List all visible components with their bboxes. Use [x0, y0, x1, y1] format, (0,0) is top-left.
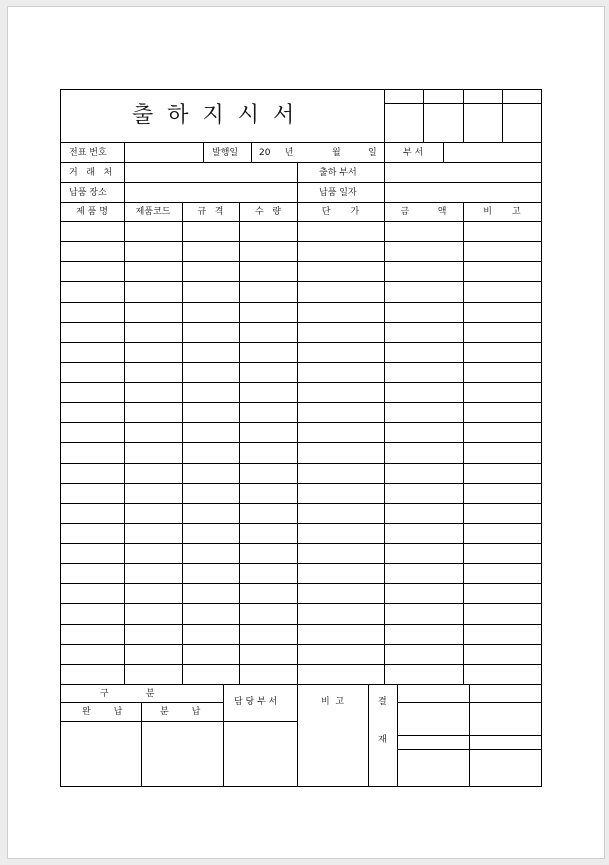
header-divider [443, 142, 444, 162]
table-row-line [60, 281, 542, 282]
table-row-line [60, 624, 542, 625]
approval-label-2: 재 [378, 735, 387, 745]
table-row-line [60, 422, 542, 423]
footer-line [397, 735, 542, 736]
table-row-line [60, 463, 542, 464]
client-label: 거 래 처 [69, 168, 113, 178]
footer-line [60, 721, 297, 722]
header-line [60, 221, 542, 222]
full-delivery-label: 완 납 [82, 707, 123, 717]
issue-date-label: 발행일 [212, 148, 239, 158]
approval-label-1: 결 [378, 697, 387, 707]
table-row-line [60, 503, 542, 504]
header-line [60, 182, 542, 183]
table-row-line [60, 523, 542, 524]
column-header: 단 가 [321, 207, 360, 217]
partial-delivery-label: 분 납 [160, 707, 201, 717]
table-row-line [60, 563, 542, 564]
table-row-line [60, 241, 542, 242]
header-divider [251, 142, 252, 162]
header-line [60, 202, 542, 203]
date-month: 월 [332, 148, 341, 158]
header-divider [384, 142, 385, 202]
date-day: 일 [368, 148, 377, 158]
approval-box-divider [502, 89, 503, 142]
dept-label: 부 서 [403, 148, 424, 158]
column-header: 수 량 [255, 207, 281, 217]
table-row-line [60, 583, 542, 584]
header-divider [297, 162, 298, 202]
footer-line [397, 749, 542, 750]
table-row-line [60, 302, 542, 303]
header-line [60, 142, 542, 143]
column-divider [384, 202, 385, 684]
approval-box-divider [423, 89, 424, 142]
remarks-label: 비 고 [321, 697, 345, 707]
table-row-line [60, 261, 542, 262]
table-row-line [60, 483, 542, 484]
delivery-place-label: 납품 장소 [69, 188, 107, 198]
column-divider [124, 202, 125, 684]
column-divider [182, 202, 183, 684]
table-row-line [60, 402, 542, 403]
header-line [60, 162, 542, 163]
footer-divider [297, 684, 298, 787]
dept-in-charge-label: 담 당 부 서 [234, 697, 278, 707]
column-divider [297, 202, 298, 684]
column-header: 제 품 명 [76, 207, 108, 217]
column-divider [463, 202, 464, 684]
date-year: 20 년 [259, 148, 294, 158]
table-row-line [60, 543, 542, 544]
table-row-line [60, 382, 542, 383]
column-header: 금 액 [400, 207, 447, 217]
table-row-line [60, 342, 542, 343]
table-row-line [60, 442, 542, 443]
footer-divider [368, 684, 369, 787]
document-page [7, 6, 605, 859]
table-row-line [60, 603, 542, 604]
division-label: 구 분 [100, 689, 155, 699]
ship-dept-label: 출하 부서 [319, 168, 357, 178]
slip-no-label: 전표 번호 [69, 148, 107, 158]
column-header: 규 격 [197, 207, 224, 217]
table-row-line [60, 644, 542, 645]
footer-divider [223, 684, 224, 787]
column-header: 제품코드 [135, 207, 171, 217]
approval-box-header-line [384, 103, 542, 104]
frame-right [541, 89, 542, 787]
delivery-date-label: 납품 일자 [319, 188, 357, 198]
table-row-line [60, 362, 542, 363]
header-divider [203, 142, 204, 162]
frame-left [60, 89, 61, 787]
header-divider [124, 142, 125, 202]
frame-top [60, 89, 542, 90]
column-header: 비 고 [483, 207, 521, 217]
footer-line [397, 702, 542, 703]
approval-box-divider [463, 89, 464, 142]
footer-divider [141, 702, 142, 787]
approval-box-divider [384, 89, 385, 142]
document-title: 출 하 지 시 서 [132, 103, 295, 128]
table-row-line [60, 322, 542, 323]
table-row-line [60, 664, 542, 665]
column-divider [239, 202, 240, 684]
